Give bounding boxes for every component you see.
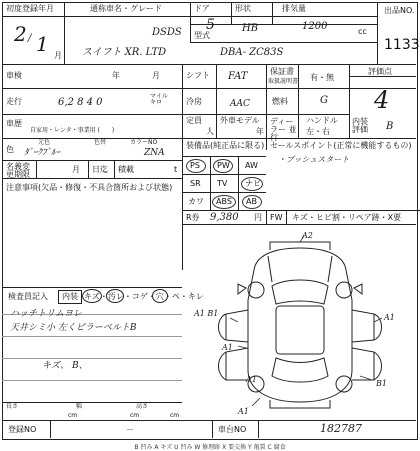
circle-mark (82, 289, 102, 303)
import-model-unit: 年 (256, 127, 264, 136)
divider (190, 42, 377, 43)
divider (182, 224, 416, 225)
registration-month: 2 (14, 22, 27, 46)
divider (216, 88, 217, 114)
divider (36, 160, 37, 178)
length-label: 長さ (6, 403, 19, 410)
name-change-date-label: 日迄 (92, 165, 108, 174)
shaken-month-unit: 月 (152, 71, 160, 80)
chassis-no-label: 車台NO (218, 425, 247, 434)
divider (182, 156, 266, 157)
divider (238, 156, 239, 210)
fuel-label: 燃料 (272, 97, 288, 106)
recycle-label: R券 (186, 213, 200, 222)
equipment-abs: ABS (216, 197, 232, 206)
grade-score: 4 (374, 86, 390, 114)
shift-value: FAT (228, 71, 248, 82)
divider (349, 76, 416, 77)
divider (349, 64, 350, 114)
equipment-sr: SR (190, 179, 201, 188)
displacement-value: 1200 (302, 21, 328, 32)
grade-code: DSDS (152, 27, 182, 38)
divider (2, 138, 416, 139)
grade-score-label: 評価点 (368, 67, 392, 76)
warranty-label: 保証書 (270, 67, 294, 76)
equipment-ab: AB (246, 197, 257, 206)
width-label: 幅 (76, 403, 83, 410)
shift-label: シフト (186, 71, 210, 80)
divider (64, 2, 65, 64)
diagram-mark: B1 (376, 379, 387, 388)
import-model-label: 外車モデル (220, 116, 260, 125)
equipment-aw: AW (245, 161, 258, 170)
circle-mark (152, 289, 168, 303)
dealer-label: ディーラー 並行 (270, 117, 297, 142)
lot-label: 出品NO. (384, 6, 415, 15)
divider (298, 64, 299, 114)
diagram-mark: A1 (384, 313, 395, 322)
handle-label: ハンドル (306, 116, 338, 125)
divider (210, 156, 211, 210)
equipment-label: 装備品(純正品に限る) (186, 141, 265, 150)
height-label: 高さ (136, 403, 149, 410)
color-code: ZNA (144, 148, 165, 158)
chassis-no-value: 182787 (320, 422, 362, 435)
divider (286, 210, 287, 224)
capacity-label: 定員 (186, 116, 202, 125)
shape-label: 形状 (235, 4, 251, 13)
divider (2, 287, 182, 288)
notice-label: 注意事項(欠品・修復・不具合箇所および状態) (6, 183, 173, 192)
equipment-ps: PS (190, 161, 200, 170)
divider (377, 2, 378, 64)
model-code: DBA- ZC83S (220, 47, 284, 58)
diagram-mark: A1 (222, 343, 233, 352)
mileage-value: 6,2 8 4 0 (58, 97, 103, 108)
divider (216, 64, 217, 88)
interior-box-label: 内装 (62, 292, 78, 301)
damage-labels: キズ・ヒビ割・リペア跡・X要 (292, 213, 402, 222)
first-registration-label: 初度登録年月 (6, 4, 54, 13)
inspector-label: 検査員記入 (8, 292, 48, 301)
car-damage-diagram (186, 230, 414, 418)
usage-options: 自家用・レンタ・事業用 ( ) (30, 127, 115, 134)
name-change-month-unit: 月 (72, 165, 80, 174)
model-type-label: 型式 (194, 31, 210, 40)
footer-legend: B 凹み A キズ U 凹み W 修理跡 X 要交換 Y 亀裂 C 腐食 (134, 444, 286, 451)
height-unit: cm (170, 412, 180, 419)
interior-damage-list: キズ・汚レ・コゲ・穴・ペ・キレ (84, 292, 204, 301)
warranty-sub-label: 取扱説明書 (268, 78, 299, 85)
registration-no-dash: － (126, 425, 134, 434)
divider (2, 380, 182, 381)
divider (216, 114, 217, 138)
divider (2, 64, 416, 65)
handle-value: 左・右 (306, 127, 330, 136)
diagram-mark: A2 (302, 231, 313, 240)
divider (182, 210, 420, 211)
divider (182, 174, 266, 175)
lot-number: 1133 (384, 37, 420, 53)
registration-slash: / (28, 33, 32, 44)
divider (2, 160, 182, 161)
circle-mark (106, 289, 124, 303)
displacement-unit: cc (358, 27, 367, 36)
divider (2, 402, 182, 403)
color-change-label: 色替 (94, 139, 107, 146)
divider (2, 88, 416, 89)
original-color-label: 元色 (38, 139, 51, 146)
equipment-pw: PW (217, 161, 230, 170)
diagram-mark: A1 (238, 407, 249, 416)
mileage-unit: マイル キロ (150, 93, 168, 106)
equipment-navi: ナビ (245, 179, 261, 188)
divider (349, 114, 350, 138)
fuel-value: G (320, 95, 328, 106)
auction-sheet (2, 2, 418, 442)
door-label: ドア (194, 4, 210, 13)
divider (50, 420, 51, 438)
shaken-label: 車検 (6, 71, 22, 80)
equipment-tv: TV (217, 179, 228, 188)
equipment-leather: カワ (188, 197, 204, 206)
recycle-unit: 円 (254, 213, 262, 222)
color-label: 色 (6, 145, 14, 154)
note-line-2: 天井シミ小 左くピラーベルトB (10, 323, 137, 333)
capacity-unit: 人 (206, 127, 214, 136)
warranty-value: 有・無 (310, 73, 334, 82)
interior-label: 内装 評価 (352, 117, 368, 134)
divider (2, 420, 416, 421)
circle-mark (241, 177, 263, 191)
color-code-label: カラーNO (130, 139, 158, 146)
divider (182, 192, 266, 193)
selling-points-text: ・プッシュスタート (278, 155, 350, 164)
diagram-mark: A1 (246, 375, 257, 384)
divider (231, 2, 232, 24)
divider (2, 358, 182, 359)
note-line-1: ハッチトリムヨレ (10, 309, 83, 319)
divider (2, 114, 349, 115)
body-shape: HB (242, 23, 259, 34)
displacement-label: 排気量 (282, 4, 306, 13)
divider (88, 160, 89, 178)
note-line-3: キズ、 B、 (42, 361, 88, 371)
load-capacity-unit: t (174, 165, 178, 174)
aircon-label: 冷房 (186, 97, 202, 106)
circle-mark (213, 159, 233, 173)
divider (114, 160, 115, 178)
model-name-grade-label: 通称車名・グレード (90, 4, 162, 13)
interior-value: B (386, 121, 394, 132)
divider (272, 2, 273, 24)
divider (190, 24, 377, 25)
circle-mark (212, 195, 236, 209)
divider (2, 336, 182, 337)
color-value: ﾀﾞｰｸﾌﾞﾙｰ (24, 148, 61, 158)
circle-mark (186, 159, 206, 173)
car-name: スイフト XR. LTD (82, 47, 167, 58)
divider (298, 114, 299, 138)
width-unit: cm (130, 412, 140, 419)
recycle-value: 9,380 (210, 212, 239, 223)
divider (258, 420, 259, 438)
door-count: 5 (206, 17, 215, 33)
diagram-mark: A1 B1 (194, 309, 219, 318)
registration-no-label: 登録NO (8, 425, 37, 434)
selling-points-label: セールスポイント(正常に機能するもの) (270, 141, 412, 150)
usage-label: 車歴 (6, 119, 22, 128)
registration-day: 1 (36, 32, 49, 56)
divider (182, 64, 183, 270)
divider (212, 420, 213, 438)
fw-label: FW (270, 213, 283, 222)
load-capacity-label: 積載 (118, 165, 134, 174)
circle-mark (242, 195, 262, 209)
mileage-label: 走行 (6, 97, 22, 106)
shaken-year-unit: 年 (112, 71, 120, 80)
aircon-value: AAC (230, 99, 250, 109)
registration-month-unit: 月 (54, 51, 62, 60)
name-change-label: 名義変更期限 (6, 162, 30, 179)
divider (190, 2, 191, 42)
divider (266, 210, 267, 224)
length-unit: cm (68, 412, 78, 419)
